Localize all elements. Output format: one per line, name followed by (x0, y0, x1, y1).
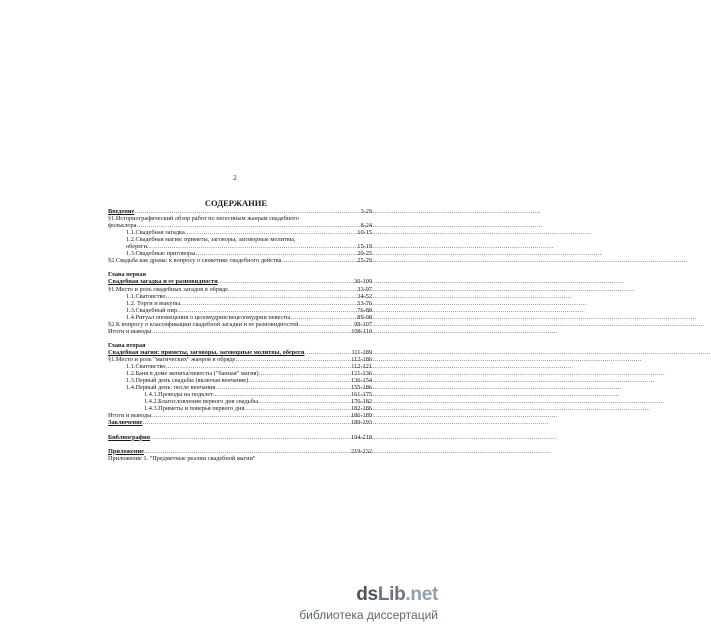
toc-entry (108, 342, 372, 349)
toc-entry (108, 412, 372, 419)
toc-entry-title: 1.4.Первый день: после венчания (126, 384, 216, 392)
toc-entry-title: 1.4.1.Проводы на подклет (144, 391, 213, 399)
toc-entry-pages: 112-186 (351, 355, 372, 363)
toc-leader-dots (259, 370, 350, 377)
toc-entry (108, 314, 372, 321)
toc-entry-title: §1.Историографический обзор работ по негеснным жанрам свадебного (108, 215, 299, 223)
toc-entry-pages: 53-76 (357, 299, 372, 307)
toc-leader-dots (248, 377, 350, 384)
toc-entry (108, 455, 372, 462)
toc-title: СОДЕРЖАНИЕ (204, 198, 268, 208)
toc-spacer (108, 441, 372, 448)
toc-leader-dots (281, 257, 356, 264)
toc-leader-dots (150, 434, 350, 441)
toc-entry (108, 405, 372, 412)
toc-leader-dots (228, 286, 356, 293)
toc-entry-pages: 194-218 (351, 433, 372, 441)
toc-entry-pages: 219-232 (351, 447, 372, 455)
toc-entry (108, 300, 372, 307)
toc-leader-dots (136, 222, 359, 229)
toc-entry-title: 1.1.Сватовство (126, 363, 166, 371)
toc-entry (108, 250, 372, 257)
table-of-contents (108, 208, 372, 462)
toc-leader-dots (218, 278, 353, 285)
toc-leader-dots (258, 398, 350, 405)
toc-entry (108, 278, 372, 285)
toc-entry (108, 321, 372, 328)
toc-leader-dots (304, 349, 350, 356)
toc-entry (108, 356, 372, 363)
toc-leader-dots (215, 384, 350, 391)
toc-entry (108, 229, 372, 236)
toc-entry (108, 349, 372, 356)
toc-entry-title: фольклора (108, 222, 137, 230)
toc-entry (108, 434, 372, 441)
toc-entry-title: §2.Свадьба как драма: к вопросу о сюжетике свадебного действа (108, 257, 282, 265)
toc-entry-pages: 25-29 (357, 257, 372, 265)
toc-entry (108, 419, 372, 426)
toc-entry (108, 363, 372, 370)
toc-entry (108, 384, 372, 391)
toc-entry (108, 271, 372, 278)
toc-entry-pages: 3-29 (360, 208, 372, 215)
toc-entry-title: Библиография (108, 433, 150, 441)
toc-leader-dots (166, 363, 351, 370)
toc-entry-title: Глава первая (108, 271, 146, 279)
toc-entry-title: 1.1.Сватовство (126, 292, 166, 300)
toc-entry-pages: 112-121 (351, 363, 372, 371)
toc-entry-title: 1.3.Свадебные приговоры (126, 250, 196, 258)
toc-entry-title: §1.Место и роль свадебных загадок в обряде (108, 285, 228, 293)
toc-entry-pages: 111-189 (351, 348, 372, 356)
toc-entry-title: §1.Место и роль "магических" жанров в обряде (108, 355, 236, 363)
toc-entry (108, 448, 372, 455)
toc-leader-dots (177, 307, 356, 314)
toc-entry-pages: 176-182 (351, 398, 372, 406)
toc-leader-dots (213, 391, 350, 398)
toc-entry (108, 391, 372, 398)
toc-entry (108, 398, 372, 405)
toc-entry (108, 293, 372, 300)
toc-leader-dots (290, 314, 356, 321)
toc-entry-title: 1.2.Свадебная магия: приметы, заговоры, заговорные молитвы, (126, 236, 296, 244)
toc-entry-pages: 20-25 (357, 250, 372, 258)
toc-entry-pages: 89-98 (357, 313, 372, 321)
toc-entry (108, 307, 372, 314)
toc-entry-title: Глава вторая (108, 341, 146, 349)
toc-entry-pages: 136-154 (351, 377, 372, 385)
toc-entry-title: Итоги и выводы (108, 412, 152, 420)
toc-entry-pages: 121-136 (351, 370, 372, 378)
toc-entry-pages: 182-186 (351, 405, 372, 413)
toc-entry-pages: 30-109 (354, 278, 372, 286)
toc-entry-pages: 161-175 (351, 391, 372, 399)
toc-entry-title: 1.2.Баня в доме жениха/невесты ("банная" магия) (126, 370, 259, 378)
toc-entry-title: 1.4.2.Благословления первого дня свадьбы (144, 398, 259, 406)
toc-entry (108, 257, 372, 264)
toc-entry-title: 1.4.Ритуал оповещения о целомудрии/нецеломудрии невесты (126, 313, 291, 321)
toc-entry-title: обереги (126, 243, 147, 251)
toc-spacer (108, 426, 372, 433)
toc-spacer (108, 264, 372, 271)
toc-leader-dots (144, 448, 350, 455)
toc-entry-title: Заключение (108, 419, 143, 427)
toc-entry (108, 215, 372, 222)
toc-entry (108, 370, 372, 377)
toc-entry-pages: 186-189 (351, 412, 372, 420)
toc-entry (108, 377, 372, 384)
toc-leader-dots (185, 229, 357, 236)
toc-entry (108, 243, 372, 250)
toc-leader-dots (180, 300, 356, 307)
toc-entry-pages: 8-24 (360, 222, 372, 230)
toc-entry-pages: 33-97 (357, 285, 372, 293)
toc-leader-dots (147, 243, 356, 250)
toc-entry-title: Итоги и выводы (108, 327, 152, 335)
toc-entry-pages: 34-52 (357, 292, 372, 300)
watermark (268, 584, 438, 626)
toc-entry-pages: 15-19 (357, 243, 372, 251)
toc-entry (108, 222, 372, 229)
toc-entry-title: 1.3.Свадебный пир (126, 306, 177, 314)
toc-entry-title: Приложение (108, 447, 144, 455)
toc-entry (108, 286, 372, 293)
toc-leader-dots (166, 293, 357, 300)
toc-leader-dots (195, 250, 356, 257)
toc-entry (108, 236, 372, 243)
toc-entry-title: 1.3.Первый день свадьбы (включая венчание) (126, 377, 249, 385)
toc-entry (108, 208, 372, 215)
toc-entry-pages: 99-107 (354, 320, 372, 328)
dslib-logo: dsLib.net (356, 584, 438, 605)
toc-entry-pages: 76-88 (357, 306, 372, 314)
toc-entry-pages: 189-193 (351, 419, 372, 427)
toc-entry-pages: 10-15 (357, 229, 372, 237)
toc-entry-title: 1.2. Торги и выкупы (126, 299, 181, 307)
page-number: 2 (233, 174, 237, 182)
toc-leader-dots (299, 321, 354, 328)
toc-entry-title: 1.1.Свадебная загадка (126, 229, 185, 237)
toc-entry-title: Приложение 1. "Предметные реалии свадебной магии" (108, 454, 256, 462)
toc-entry-title: Свадебная магия: приметы, заговоры, заговорные молитвы, обереги (108, 348, 305, 356)
toc-leader-dots (235, 356, 350, 363)
toc-entry-title: §2.К вопросу о классификации свадебной загадки и ее разновидностей (108, 320, 299, 328)
toc-leader-dots (134, 208, 359, 215)
toc-leader-dots (151, 412, 350, 419)
toc-entry (108, 328, 372, 335)
toc-spacer (108, 335, 372, 342)
toc-leader-dots (143, 419, 350, 426)
toc-entry-pages: 108-110 (351, 327, 372, 335)
toc-leader-dots (151, 328, 350, 335)
watermark-subtitle: библиотека диссертаций (299, 608, 438, 622)
toc-entry-pages: 155-186 (351, 384, 372, 392)
toc-leader-dots (244, 405, 350, 412)
toc-entry-title: 1.4.3.Приметы и поверья первого дня (144, 405, 245, 413)
toc-entry-title: Свадебная загадка и ее разновидности (108, 278, 218, 286)
toc-entry-title: Введение (108, 208, 135, 215)
